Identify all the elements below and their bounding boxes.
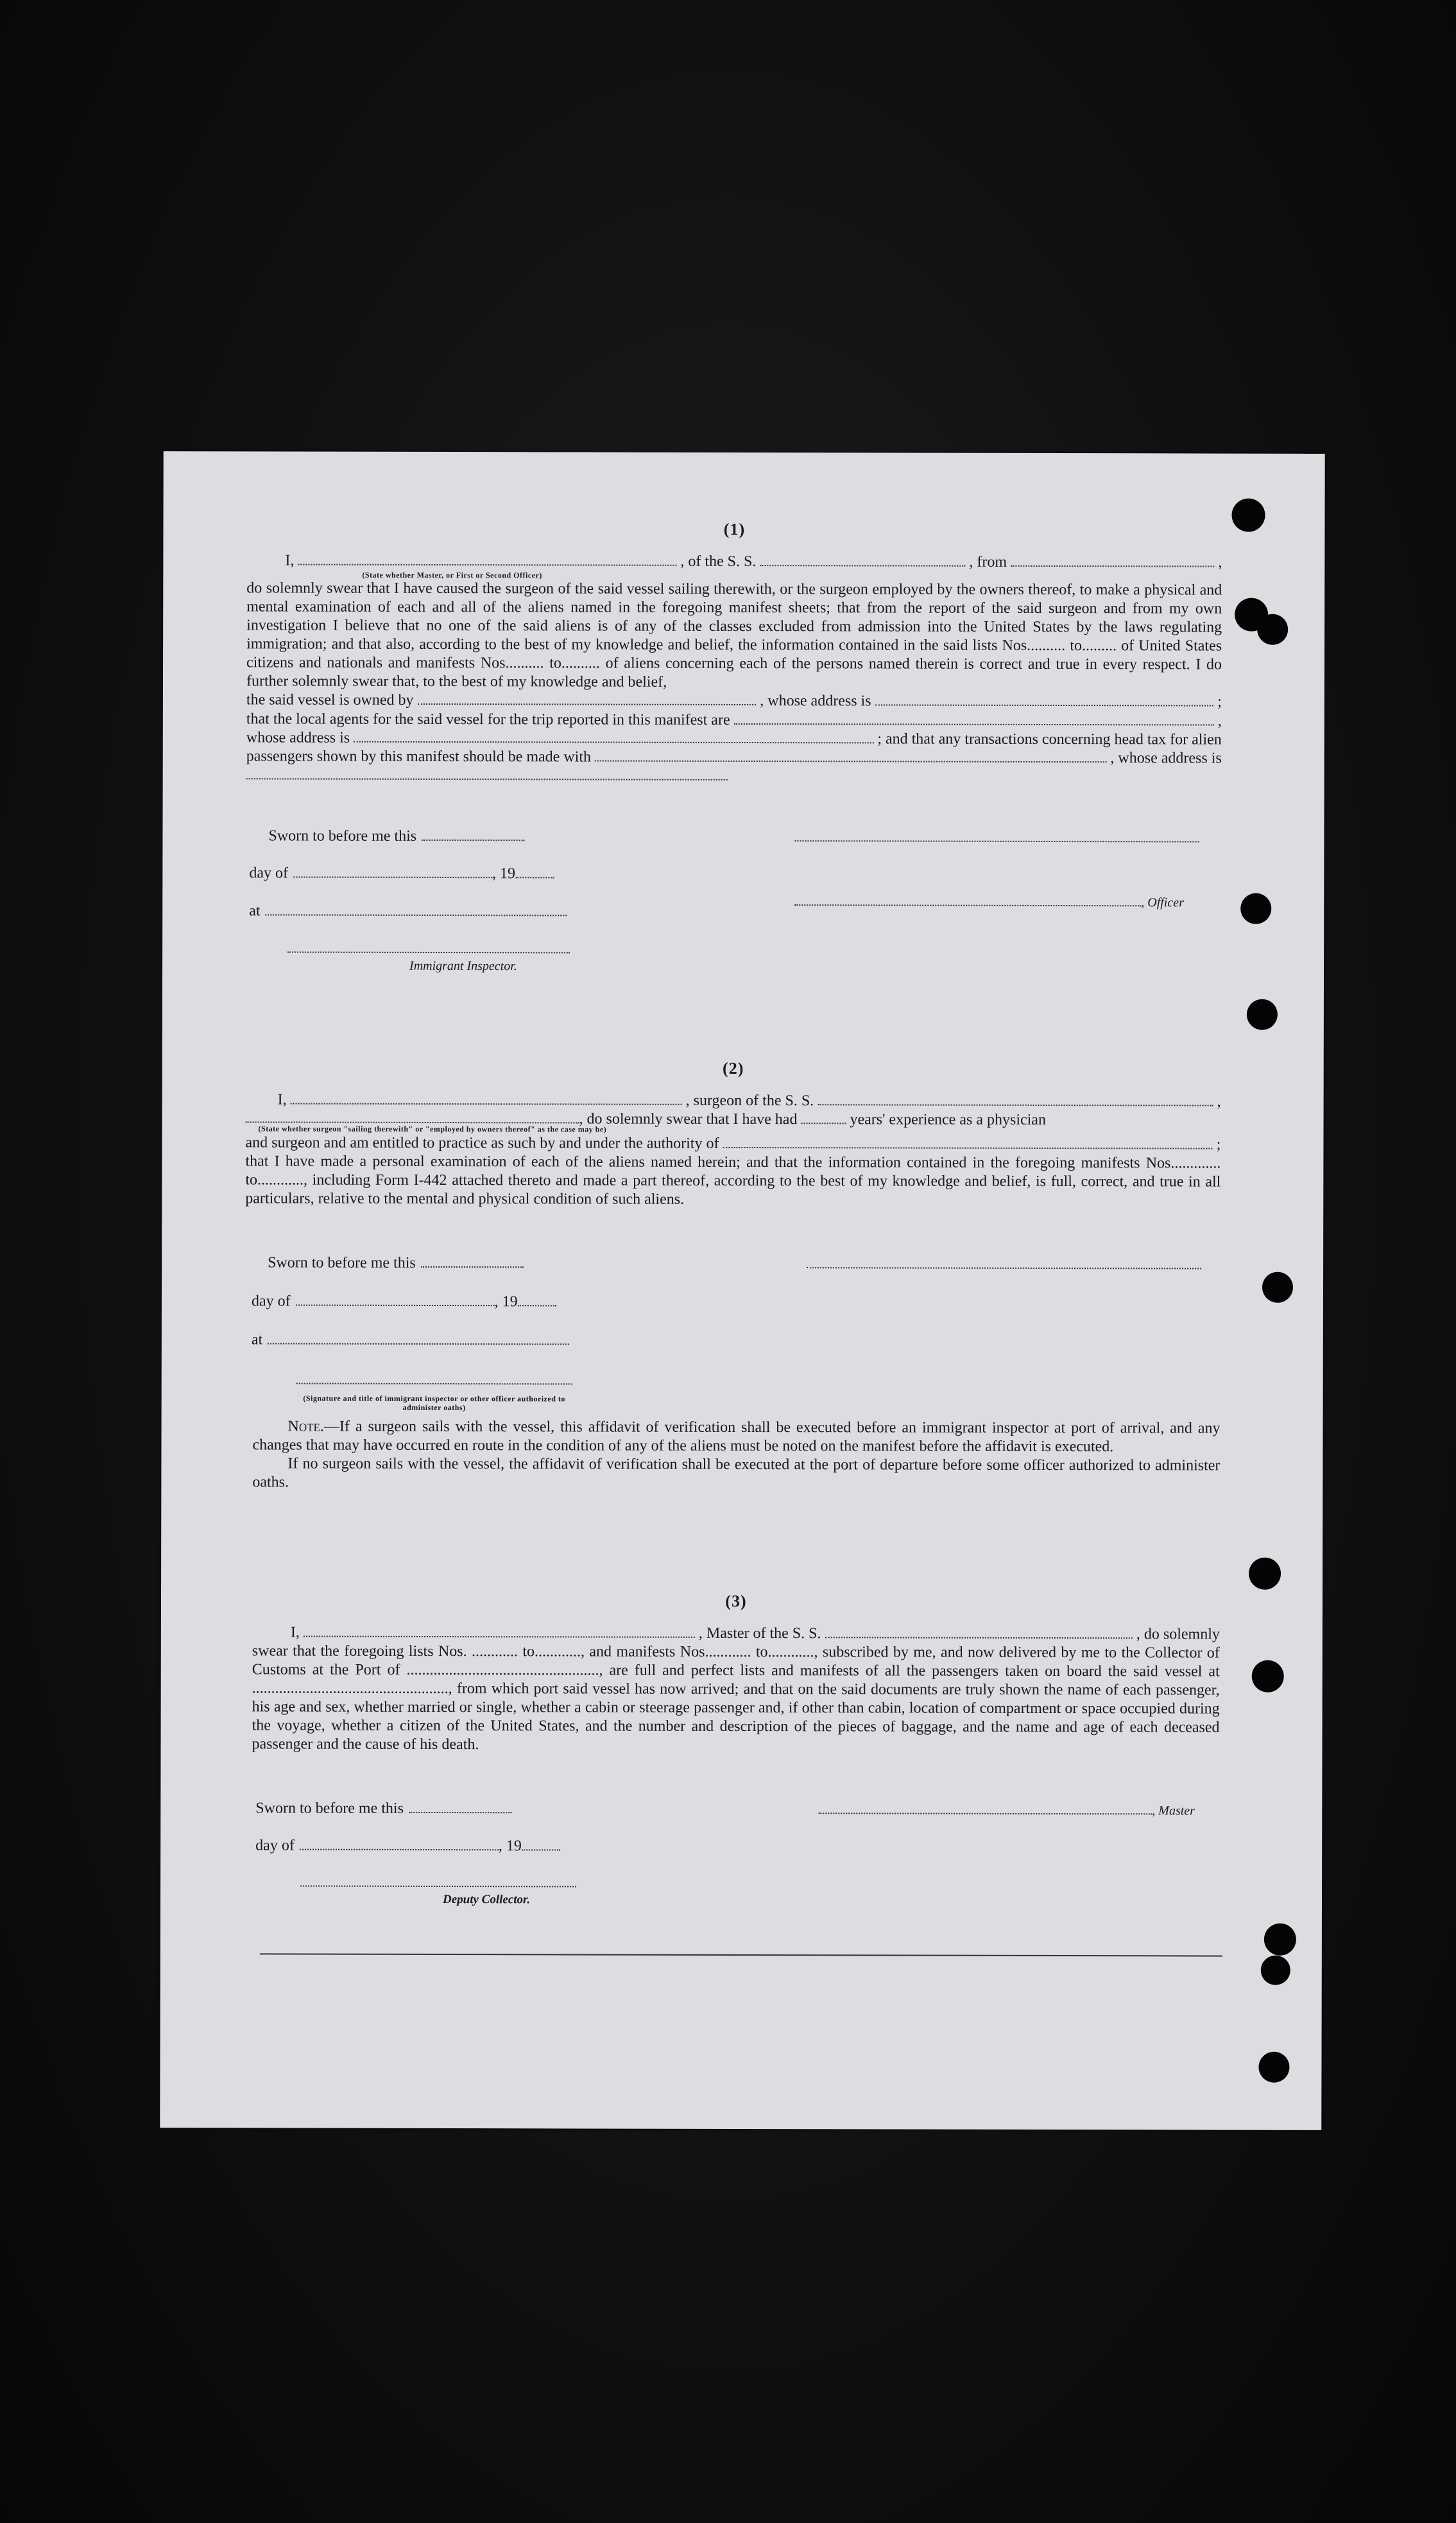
surgeon-name-field[interactable] (291, 1091, 682, 1105)
ship-name-field[interactable] (760, 553, 965, 567)
section-number: (1) (723, 519, 746, 539)
sworn-date-field[interactable] (409, 1800, 511, 1814)
at-label: at (251, 1331, 263, 1348)
master-signature-field[interactable] (818, 1800, 1152, 1814)
sworn-line-1 (268, 827, 524, 845)
owner-address-field[interactable] (875, 693, 1214, 707)
agents-line: that the local agents for the said vessel for the trip reported in this manifest are , (246, 710, 1222, 730)
at-line-2 (252, 1330, 569, 1349)
sworn-label: Sworn to before me this (268, 1254, 416, 1272)
label-i: I, (290, 1624, 300, 1641)
officer-title-field[interactable] (794, 892, 1141, 906)
officer-line (794, 892, 1184, 910)
authority-label: and surgeon and am entitled to practice as such by and under the authority of (245, 1133, 719, 1152)
agents-label: that the local agents for the said vessel for the trip reported in this manifest are (246, 710, 730, 728)
day-line-3 (255, 1836, 560, 1855)
sworn-label: Sworn to before me this (255, 1800, 404, 1818)
years-label: years' experience as a physician (850, 1111, 1047, 1129)
master-label: , Master (1152, 1804, 1195, 1818)
surgeon-body: that I have made a personal examination of each of the aliens named herein; and that the information contained in the foregoing manifests Nos............. to............, including Form I-442 attached thereto and made a part thereof, according to the best of my knowledge and belief, is full, correct, and true in all particulars, relative to the mental and physical condition of such aliens. (245, 1152, 1221, 1208)
collector-caption (443, 1893, 530, 1907)
inspector-signature-field[interactable] (287, 940, 570, 954)
affidavit-master (246, 519, 1222, 781)
year-label: , 19 (498, 1838, 522, 1855)
surgeon-ship-field[interactable] (818, 1092, 1213, 1106)
day-label: day of (249, 865, 289, 882)
surgeon-signature-line (807, 1255, 1201, 1269)
note-paragraph (252, 1417, 1220, 1456)
year-field[interactable] (522, 1837, 560, 1850)
at-field[interactable] (266, 902, 567, 916)
officer-label: , Officer (1141, 895, 1184, 910)
master-signature-line (818, 1800, 1195, 1818)
agent-address-label: whose address is (246, 729, 350, 746)
owner-line: the said vessel is owned by , whose address is ; (246, 691, 1222, 710)
year-field[interactable] (518, 1293, 556, 1306)
note-text: —If a surgeon sails with the vessel, this affidavit of verification shall be executed before an immigrant inspector at port of arrival, and any changes that may have occurred en route in the condition of any of the aliens must be noted on the manifest before the affidavit is executed. (252, 1418, 1220, 1456)
label-i: I, (277, 1091, 287, 1108)
punch-hole (1231, 499, 1265, 532)
document-page (160, 451, 1324, 2130)
owned-label: the said vessel is owned by (246, 691, 414, 709)
day-label: day of (255, 1837, 295, 1854)
sworn-label: Sworn to before me this (268, 827, 417, 845)
master-ship-field[interactable] (825, 1624, 1133, 1639)
years-field[interactable] (801, 1110, 846, 1124)
affidavit-surgeon (245, 1058, 1220, 1210)
agent-address-field[interactable] (354, 728, 873, 743)
collector-label: Deputy Collector. (442, 1893, 531, 1907)
inspector-line (287, 940, 570, 954)
master-name-field[interactable] (304, 1624, 695, 1638)
authorized-signature-line (296, 1371, 572, 1385)
punch-hole (1240, 893, 1271, 924)
day-field[interactable] (300, 1837, 499, 1851)
affidavit-master-final (252, 1590, 1220, 1755)
officer-signature-field[interactable] (794, 828, 1199, 843)
passengers-line (246, 747, 1222, 768)
inspector-label: Immigrant Inspector. (409, 958, 517, 974)
swear-label: , do solemnly (1136, 1626, 1220, 1643)
swear-label: , do solemnly swear that I have had (579, 1110, 798, 1128)
punch-hole (1258, 2052, 1289, 2083)
head-tax-contact-label: passengers shown by this manifest should be made with (246, 748, 592, 766)
day-line-1 (249, 864, 554, 883)
punch-hole (1257, 614, 1288, 645)
punch-hole (1247, 999, 1278, 1030)
master-ship-label: , Master of the S. S. (698, 1625, 821, 1642)
punch-hole (1264, 1924, 1296, 1956)
day-field[interactable] (296, 1293, 495, 1307)
day-field[interactable] (293, 865, 492, 879)
day-label: day of (251, 1293, 291, 1310)
agents-field[interactable] (734, 710, 1214, 725)
sworn-line-2 (268, 1253, 524, 1272)
sworn-line-3 (255, 1799, 511, 1818)
at-line-1 (249, 902, 567, 920)
section-number: (2) (723, 1058, 744, 1078)
surgeon-notes (252, 1417, 1220, 1494)
collector-signature-line (300, 1873, 576, 1888)
label-i: I, (285, 552, 295, 569)
year-label: , 19 (494, 1293, 518, 1311)
sworn-date-field[interactable] (422, 827, 524, 841)
officer-signature-line-a (794, 828, 1199, 843)
at-field[interactable] (268, 1330, 569, 1345)
agent-address-line (246, 728, 1222, 749)
master-body: swear that the foregoing lists Nos. ............ to............, and manifests Nos............ to............, subscribed by me, and now delivered by me to the Collector of Customs at the Port of .................................................., are full and perfect lists and manifests of all the passengers taken on board the said vessel at ..................................................., from which port said vessel has now arrived; and that on the said documents are truly shown the name of each passenger, his age and sex, whether married or single, whether a cabin or steerage passenger and, if other than cabin, location of compartment or space occupied during the voyage, whether a citizen of the United States, and the number and description of the pieces of baggage, and the name and age of each deceased passenger and the cause of his death. (252, 1642, 1220, 1753)
head-tax-label: ; and that any transactions concerning head tax for alien (877, 730, 1222, 748)
surgeon-ship-label: , surgeon of the S. S. (685, 1092, 814, 1110)
label-ship: , of the S. S. (680, 553, 757, 571)
surgeon-note: (State whether surgeon "sailing therewith" or "employed by owners thereof" as the case may be) (258, 1124, 607, 1134)
head-tax-contact-field[interactable] (595, 748, 1106, 762)
label-from: , from (969, 553, 1007, 571)
owner-field[interactable] (418, 691, 757, 705)
from-port-field[interactable] (1011, 553, 1214, 567)
bottom-rule (260, 1953, 1222, 1956)
contact-address-label: , whose address is (1110, 750, 1222, 767)
punch-hole (1261, 1956, 1290, 1985)
year-label: , 19 (492, 865, 516, 883)
punch-hole (1262, 1272, 1293, 1303)
owner-address-label: , whose address is (760, 693, 871, 710)
note-label: Note. (287, 1418, 324, 1435)
surgeon-status-field[interactable] (246, 1110, 579, 1124)
note-paragraph-2: If no surgeon sails with the vessel, the affidavit of verification shall be executed at the port of departure before some officer authorized to administer oaths. (252, 1455, 1220, 1491)
signature-note: (Signature and title of immigrant inspector or other officer authorized to administer oaths) (303, 1393, 565, 1413)
authority-field[interactable] (723, 1134, 1212, 1149)
surgeon-line: I, , surgeon of the S. S. , (277, 1091, 1221, 1110)
day-line-2 (252, 1292, 556, 1311)
at-label: at (249, 902, 261, 920)
authorized-signature-field[interactable] (296, 1371, 572, 1385)
authority-line: and surgeon and am entitled to practice as such by and under the authority of ; (245, 1133, 1221, 1153)
surgeon-signature-field[interactable] (807, 1255, 1201, 1269)
punch-hole (1249, 1558, 1281, 1590)
punch-hole (1252, 1660, 1284, 1692)
contact-address-field[interactable] (246, 766, 728, 780)
master-line (252, 1623, 1220, 1644)
inspector-caption (409, 959, 517, 974)
contact-address-line (246, 766, 1222, 781)
section-number: (3) (725, 1591, 747, 1611)
oath-body: do solemnly swear that I have caused the surgeon of the said vessel sailing therewith, or the surgeon employed by the owners thereof, to make a physical and mental examination of each and all of the aliens named in the foregoing manifest sheets; that from the report of the said surgeon and from my own investigation I believe that no one of the said aliens is of any of the classes excluded from admission into the United States by the laws regulating immigration; and that also, according to the best of my knowledge and belief, the information contained in the said lists Nos.......... to......... of United States citizens and nationals and manifests Nos.......... to.......... of aliens concerning each of the persons named therein is correct and true in every respect. I do further solemnly swear that, to the best of my knowledge and belief, (246, 580, 1222, 691)
rank-note: (State whether Master, or First or Second Officer) (362, 570, 542, 580)
sworn-date-field[interactable] (421, 1254, 524, 1268)
oath-line: I, , of the S. S. , from , (285, 552, 1222, 571)
collector-signature-field[interactable] (300, 1873, 576, 1888)
year-field[interactable] (515, 865, 554, 878)
officer-name-field[interactable] (298, 552, 676, 566)
